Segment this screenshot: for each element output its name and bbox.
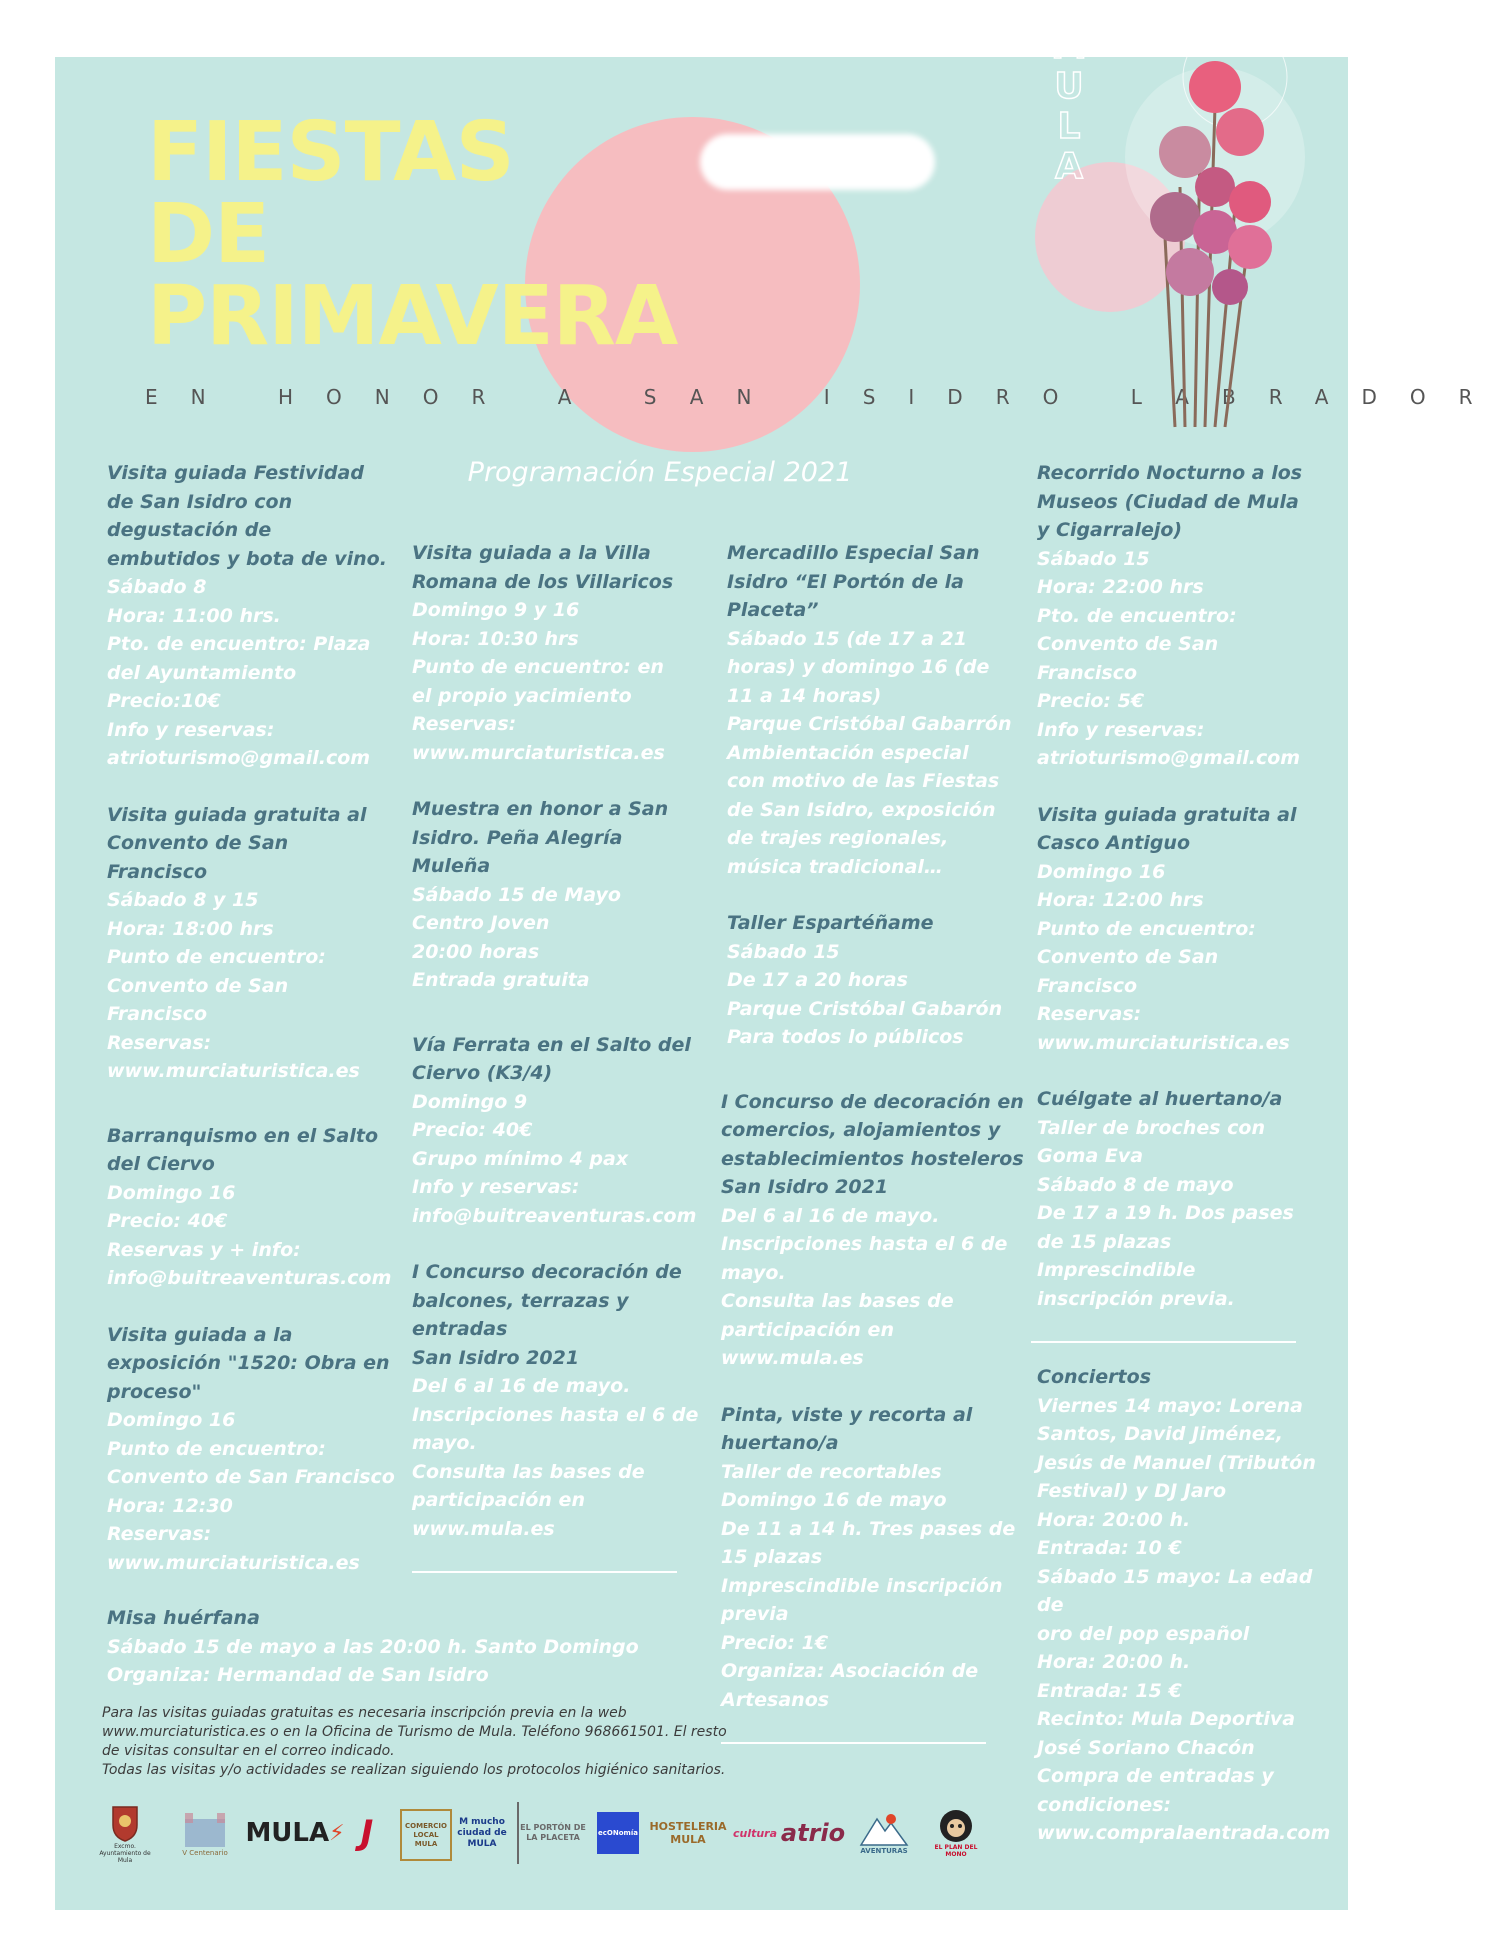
- program-title: Programación Especial 2021: [467, 457, 853, 488]
- event-title: [1037, 1085, 1337, 1114]
- event-detail: Entrada: 10 €: [1037, 1537, 1182, 1559]
- event-detail: el propio yacimiento: [412, 684, 632, 707]
- event-title-line: Visita guiada gratuita al: [107, 803, 367, 826]
- event-title-line: Pinta, viste y recorta al: [721, 1403, 973, 1426]
- event-detail: música tradicional…: [727, 855, 943, 878]
- event-title-line: Vía Ferrata en el Salto del: [412, 1033, 691, 1056]
- castle-icon: [175, 1802, 235, 1864]
- event-detail: Sábado 15 de Mayo: [412, 883, 621, 906]
- logo-text: AVENTURAS: [860, 1847, 908, 1855]
- event-title-line: Cuélgate al huertano/a: [1037, 1088, 1283, 1110]
- event-detail: Para todos lo públicos: [727, 1026, 964, 1048]
- event-title-line: Convento de San: [107, 832, 289, 854]
- event-title: [727, 539, 1032, 625]
- event-detail: Domingo 16: [1037, 860, 1166, 883]
- event-detail: Hora: 10:30 hrs: [412, 627, 579, 650]
- event-detail: Goma Eva: [1037, 1145, 1144, 1167]
- event-detail: Grupo mínimo 4 pax: [412, 1147, 629, 1170]
- event-detail: 15 plazas: [721, 1546, 823, 1568]
- event-title: [107, 1122, 397, 1179]
- column-4: [1037, 459, 1337, 1876]
- event-detail: 11 a 14 horas): [727, 684, 882, 707]
- event-title-line: comercios, alojamientos y: [721, 1119, 1001, 1141]
- event-title-line: Mercadillo Especial San: [727, 542, 980, 564]
- subtitle: EN HONOR A SAN ISIDRO LABRADOR: [145, 385, 1506, 409]
- event-detail: Punto de encuentro:: [1037, 917, 1256, 940]
- event-detail: Recinto: Mula Deportiva: [1037, 1708, 1296, 1730]
- event-title-line: Taller Espartéñame: [727, 912, 934, 934]
- event-detail: Del 6 al 16 de mayo.: [412, 1375, 631, 1397]
- logo-text: V Centenario: [182, 1849, 228, 1857]
- event-detail: Francisco: [1037, 974, 1138, 997]
- atrio-logo: [780, 1802, 846, 1864]
- event-detail: Precio:10€: [107, 690, 221, 712]
- event-barranquismo: [107, 1122, 397, 1293]
- event-detail: condiciones:: [1037, 1793, 1172, 1816]
- event-title: [727, 909, 1032, 938]
- event-detail: de 15 plazas: [1037, 1230, 1172, 1253]
- mula-letter: A: [1055, 146, 1083, 187]
- event-detail: Reservas:: [1037, 1003, 1142, 1025]
- event-detail: Sábado 15: [1037, 547, 1150, 570]
- column-1: [107, 459, 397, 1605]
- event-detail: Reservas:: [107, 1523, 212, 1545]
- event-detail: Sábado 8 y 15: [107, 889, 259, 911]
- monkey-logo: [925, 1802, 987, 1864]
- column-2: [412, 539, 717, 1603]
- event-title-line: establecimientos hosteleros: [721, 1147, 1024, 1170]
- event-title-line: Recorrido Nocturno a los: [1037, 462, 1303, 484]
- footnote-line: www.murciaturistica.es o en la Oficina de Turismo de Mula. Teléfono 968661501. El resto: [102, 1724, 727, 1740]
- logo-text: MULA: [245, 1818, 330, 1848]
- event-detail: www.murciaturistica.es: [1037, 1031, 1290, 1054]
- column-3: [721, 539, 1032, 1774]
- footnote-line: de visitas consultar en el correo indicado.: [102, 1743, 395, 1759]
- event-detail: Taller de recortables: [721, 1460, 942, 1483]
- comercio-logo: [400, 1809, 452, 1861]
- event-detail: Precio: 1€: [721, 1631, 829, 1654]
- event-detail: Artesanos: [721, 1688, 830, 1711]
- event-detail: participación en: [721, 1318, 894, 1341]
- event-title-line: proceso": [107, 1380, 202, 1403]
- hosteleria-logo: [647, 1802, 729, 1864]
- event-detail: Reservas y + info:: [107, 1238, 301, 1261]
- event-title-line: Visita guiada a la: [107, 1323, 293, 1346]
- event-detail: Entrada gratuita: [412, 969, 590, 991]
- logo-text: J: [360, 1813, 374, 1853]
- event-detail: Precio: 40€: [412, 1119, 533, 1141]
- event-detail: Info y reservas:: [107, 718, 275, 741]
- event-title-line: Placeta”: [727, 599, 819, 621]
- event-title-line: Romana de los Villaricos: [412, 570, 674, 593]
- event-detail: Precio: 5€: [1037, 690, 1145, 712]
- event-title-line: Conciertos: [1037, 1366, 1151, 1388]
- event-detail: Francisco: [1037, 661, 1138, 684]
- event-detail: Reservas:: [412, 713, 517, 735]
- event-title-line: I Concurso decoración de: [412, 1261, 682, 1283]
- event-detail: con motivo de las Fiestas: [727, 770, 1000, 792]
- event-detail: participación en: [412, 1489, 585, 1511]
- event-detail: Consulta las bases de: [412, 1460, 645, 1483]
- event-title-line: huertano/a: [721, 1432, 839, 1454]
- event-detail: Punto de encuentro:: [107, 1437, 326, 1460]
- event-title-line: balcones, terrazas y entradas: [412, 1289, 629, 1340]
- event-title-line: Isidro “El Portón de la: [727, 570, 964, 593]
- event-detail: Domingo 16: [107, 1409, 236, 1431]
- event-detail: Festival) y DJ Jaro: [1037, 1480, 1227, 1502]
- event-title: [721, 1088, 1032, 1202]
- logo-text: atrio: [780, 1819, 846, 1847]
- event-detail: De 17 a 19 h. Dos pases: [1037, 1202, 1294, 1224]
- event-detail: www.mula.es: [412, 1517, 555, 1540]
- event-title-line: Muleña: [412, 855, 491, 877]
- event-detail: Precio: 40€: [107, 1210, 228, 1232]
- event-detail: Taller de broches con: [1037, 1116, 1265, 1139]
- event-detail: Compra de entradas y: [1037, 1765, 1274, 1787]
- divider-line: [412, 1571, 677, 1573]
- event-taller-espartename: [727, 909, 1032, 1052]
- event-detail: Imprescindible inscripción: [721, 1574, 1003, 1597]
- mula-letter: U: [1054, 66, 1084, 107]
- event-detail: Hora: 11:00 hrs.: [107, 604, 281, 627]
- event-detail: www.mula.es: [721, 1347, 864, 1369]
- event-detail: Domingo 9: [412, 1090, 528, 1113]
- event-recorrido-nocturno: [1037, 459, 1337, 773]
- event-detail: Info y reservas:: [1037, 718, 1205, 741]
- event-detail: www.murciaturistica.es: [107, 1060, 360, 1082]
- event-detail: Reservas:: [107, 1031, 212, 1054]
- footnote-line: Todas las visitas y/o actividades se realizan siguiendo los protocolos higiénico sanitarios.: [102, 1762, 726, 1778]
- event-detail: Sábado 15: [727, 940, 840, 963]
- event-detail: Viernes 14 mayo: Lorena: [1037, 1394, 1303, 1417]
- mula-letter: L: [1057, 106, 1081, 147]
- event-detail: atrioturismo@gmail.com: [1037, 747, 1301, 769]
- event-title-line: Visita guiada gratuita al: [1037, 803, 1297, 826]
- title-line-1: FIESTAS: [147, 105, 514, 200]
- censor-blur: [700, 134, 935, 190]
- event-detail: Francisco: [107, 1003, 208, 1025]
- event-detail: José Soriano Chacón: [1037, 1736, 1255, 1759]
- event-title-line: Barranquismo en el Salto: [107, 1124, 379, 1147]
- logo-text: EL PLAN DEL MONO: [934, 1844, 978, 1858]
- event-detail: Inscripciones hasta el 6 de: [721, 1233, 1008, 1255]
- event-title: [107, 1321, 397, 1407]
- logo-text: ecONomía: [598, 1829, 638, 1837]
- event-detail: Hora: 22:00 hrs: [1037, 576, 1204, 598]
- turismo-mula-logo: MULA ⚡: [245, 1818, 345, 1848]
- event-detail: Santos, David Jiménez,: [1037, 1423, 1283, 1445]
- cultura-logo: [732, 1802, 778, 1864]
- event-detail: www.murciaturistica.es: [107, 1551, 360, 1574]
- event-detail: Convento de San: [107, 974, 289, 997]
- title-line-2: DE: [147, 187, 270, 282]
- event-title: [107, 459, 397, 573]
- event-detail: Punto de encuentro: en: [412, 656, 664, 678]
- event-detail: Organiza: Hermandad de San Isidro: [107, 1664, 489, 1686]
- divider-line: [721, 1742, 986, 1744]
- mula-vertical-text: [1047, 27, 1091, 187]
- footnote-line: Para las visitas guiadas gratuitas es necesaria inscripción previa en la web: [102, 1705, 627, 1721]
- event-title: [107, 801, 397, 887]
- event-detail: Convento de San Francisco: [107, 1466, 395, 1488]
- event-detail: www.compralaentrada.com: [1037, 1822, 1331, 1844]
- event-detail: Sábado 8 de mayo: [1037, 1173, 1234, 1196]
- event-title-line: del Ciervo: [107, 1153, 215, 1175]
- event-title-line: I Concurso de decoración en: [721, 1090, 1024, 1113]
- event-detail: info@buitreaventuras.com: [412, 1204, 697, 1227]
- event-title: [412, 539, 717, 596]
- event-title-line: exposición "1520: Obra en: [107, 1352, 390, 1374]
- event-detail: de trajes regionales,: [727, 827, 949, 849]
- event-mercadillo: [727, 539, 1032, 881]
- event-title: [721, 1401, 1032, 1458]
- event-title: [1037, 1363, 1337, 1392]
- event-detail: Sábado 15 mayo: La edad de: [1037, 1565, 1313, 1616]
- event-title-line: Visita guiada a la Villa: [412, 542, 651, 564]
- event-detail: Organiza: Asociación de: [721, 1660, 979, 1682]
- event-detail: inscripción previa.: [1037, 1287, 1235, 1310]
- event-detail: De 17 a 20 horas: [727, 969, 908, 991]
- event-detail: Del 6 al 16 de mayo.: [721, 1204, 940, 1227]
- economia-logo: [597, 1812, 639, 1854]
- event-detail: Ambientación especial: [727, 741, 969, 764]
- event-detail: Sábado 8: [107, 576, 207, 598]
- logo-text: HOSTELERIA MULA: [649, 1820, 727, 1846]
- event-concurso-comercios: [721, 1088, 1032, 1373]
- title-line-3: PRIMAVERA: [147, 269, 678, 364]
- event-detail: Sábado 15 de mayo a las 20:00 h. Santo Domingo: [107, 1635, 639, 1658]
- footnote: [102, 1704, 742, 1780]
- event-via-ferrata: [412, 1031, 717, 1231]
- event-title-line: embutidos y bota de vino.: [107, 547, 387, 570]
- event-detail: Info y reservas:: [412, 1176, 580, 1198]
- event-detail: Punto de encuentro:: [107, 946, 326, 968]
- event-detail: Hora: 12:00 hrs: [1037, 889, 1204, 911]
- event-detail: Hora: 12:30: [107, 1494, 233, 1517]
- event-title-line: Museos (Ciudad de Mula: [1037, 490, 1299, 513]
- event-misa-huerfana: [107, 1604, 807, 1690]
- event-detail: De 11 a 14 h. Tres pases de: [721, 1517, 1016, 1540]
- event-detail: Convento de San: [1037, 946, 1219, 968]
- carnation-flowers-icon: [1065, 37, 1325, 437]
- event-detail: Consulta las bases de: [721, 1290, 954, 1312]
- porton-logo: [517, 1802, 587, 1864]
- event-detail: Hora: 20:00 h.: [1037, 1508, 1191, 1531]
- event-villaricos: [412, 539, 717, 767]
- event-conciertos: [1037, 1363, 1337, 1848]
- event-detail: Domingo 16: [107, 1181, 236, 1204]
- logo-text: Excmo. Ayuntamiento de Mula: [99, 1842, 151, 1864]
- logo-text: cultura: [732, 1826, 778, 1840]
- crest-icon: [95, 1802, 155, 1864]
- event-title: [1037, 801, 1337, 858]
- event-detail: Entrada: 15 €: [1037, 1679, 1182, 1702]
- event-detail: atrioturismo@gmail.com: [107, 747, 371, 769]
- sponsor-logos: [95, 1802, 1105, 1872]
- divider-line: [1031, 1341, 1296, 1343]
- event-detail: Convento de San: [1037, 633, 1219, 655]
- event-concurso-balcones: [412, 1258, 717, 1543]
- event-detail: del Ayuntamiento: [107, 661, 297, 684]
- logo-text: EL PORTÓN DE LA PLACETA: [520, 1823, 586, 1842]
- event-title: [1037, 459, 1337, 545]
- event-detail: oro del pop español: [1037, 1622, 1250, 1645]
- event-title-line: degustación de: [107, 519, 272, 541]
- event-detail: Domingo 9 y 16: [412, 599, 580, 621]
- j-logo: [347, 1802, 387, 1864]
- m-logo: [457, 1802, 507, 1864]
- event-cuelgate: [1037, 1085, 1337, 1313]
- logo-text: COMERCIO LOCAL MULA: [405, 1821, 447, 1848]
- event-title-line: Francisco: [107, 860, 208, 883]
- event-title-line: Isidro. Peña Alegría: [412, 826, 623, 849]
- event-visita-convento: [107, 801, 397, 1086]
- event-exposicion-1520: [107, 1321, 397, 1578]
- event-title: [412, 1031, 717, 1088]
- event-detail: Hora: 20:00 h.: [1037, 1651, 1191, 1673]
- event-muestra: [412, 795, 717, 995]
- event-title: [412, 1258, 717, 1372]
- event-detail: mayo.: [412, 1432, 477, 1454]
- event-detail: de San Isidro, exposición: [727, 798, 996, 821]
- event-detail: Imprescindible: [1037, 1259, 1196, 1281]
- event-detail: Centro Joven: [412, 912, 550, 934]
- logo-text: M mucho ciudad de MULA: [457, 1816, 507, 1849]
- event-visita-festividad: [107, 459, 397, 773]
- event-detail: Parque Cristóbal Gabarrón: [727, 713, 1012, 735]
- mountain-logo: [855, 1802, 913, 1864]
- event-title-line: Muestra en honor a San: [412, 798, 669, 820]
- event-detail: mayo.: [721, 1261, 786, 1284]
- event-detail: Sábado 15 (de 17 a 21: [727, 627, 967, 650]
- event-title: [412, 795, 717, 881]
- event-title-line: Ciervo (K3/4): [412, 1062, 553, 1084]
- event-title-line: Casco Antiguo: [1037, 832, 1191, 854]
- event-title-line: de San Isidro con: [107, 490, 293, 513]
- event-detail: horas) y domingo 16 (de: [727, 656, 990, 678]
- event-title-line: Visita guiada Festividad: [107, 462, 364, 484]
- event-title-line: y Cigarralejo): [1037, 519, 1183, 541]
- event-casco-antiguo: [1037, 801, 1337, 1058]
- event-title: Misa huérfana: [107, 1607, 260, 1629]
- event-detail: Jesús de Manuel (Tributón: [1037, 1451, 1316, 1474]
- event-detail: 20:00 horas: [412, 940, 540, 963]
- event-title-line: San Isidro 2021: [412, 1346, 580, 1369]
- event-detail: Domingo 16 de mayo: [721, 1489, 947, 1511]
- event-detail: Inscripciones hasta el 6 de: [412, 1403, 699, 1426]
- mula-letter: M: [1051, 26, 1087, 67]
- event-detail: www.murciaturistica.es: [412, 741, 665, 764]
- event-detail: previa: [721, 1603, 789, 1625]
- event-detail: Pto. de encuentro:: [1037, 604, 1237, 627]
- event-detail: Pto. de encuentro: Plaza: [107, 633, 371, 655]
- event-detail: Parque Cristóbal Gabarón: [727, 997, 1003, 1020]
- event-detail: Hora: 18:00 hrs: [107, 917, 274, 940]
- poster: [55, 26, 1506, 1910]
- event-title-line: San Isidro 2021: [721, 1176, 889, 1198]
- event-detail: info@buitreaventuras.com: [107, 1267, 392, 1289]
